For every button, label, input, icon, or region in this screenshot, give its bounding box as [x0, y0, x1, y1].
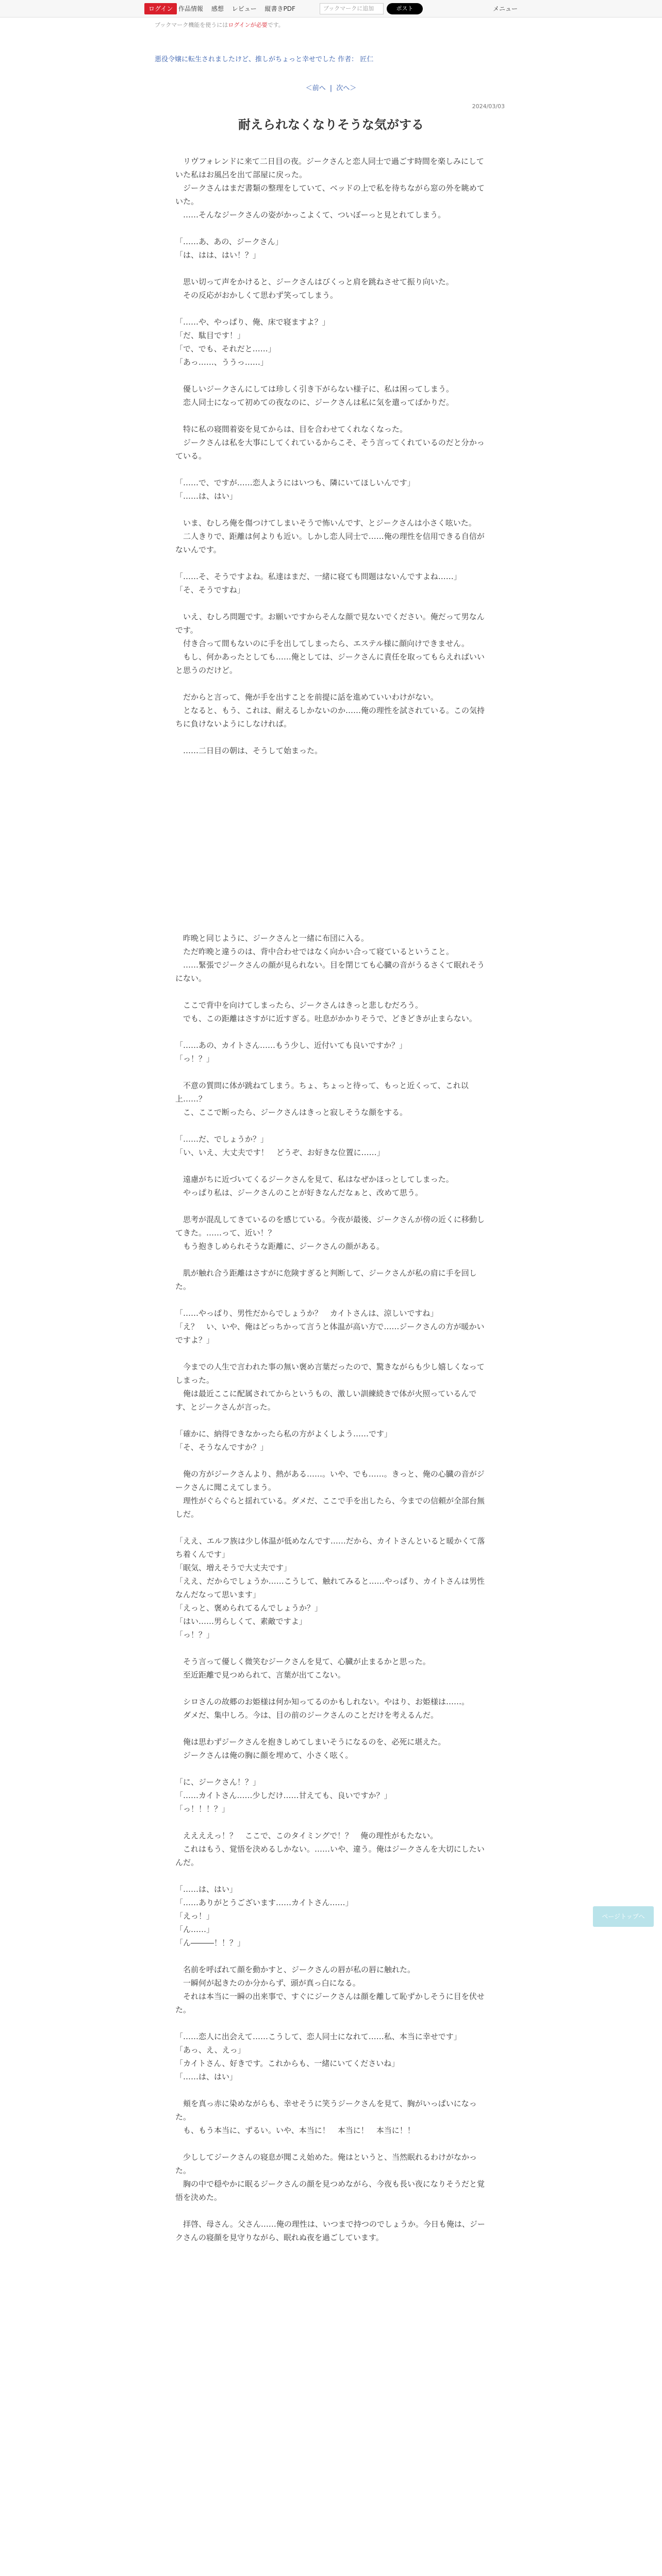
series-line [155, 54, 373, 63]
nav-review[interactable]: レビュー [231, 5, 257, 12]
body-paragraph: 不意の質問に体が跳ねてしまう。ちょ、ちょっと待って、もっと近くって、これ以上……？ [175, 1081, 469, 1104]
body-paragraph: 「そ、そうですね」 [175, 585, 245, 595]
header-inner [144, 3, 518, 14]
body-paragraph: 「……は、はい」 [175, 492, 238, 501]
body-paragraph [175, 262, 490, 275]
body-paragraph [175, 811, 490, 824]
nav-impressions[interactable]: 感想 [211, 5, 224, 12]
body-paragraph [175, 878, 490, 891]
body-paragraph: 特に私の寝間着姿を見てからは、目を合わせてくれなくなった。 [175, 425, 408, 434]
body-paragraph [175, 2137, 490, 2150]
body-paragraph: 一瞬何が起きたのか分からず、頭が真っ白になる。 [175, 1978, 360, 1988]
body-paragraph [175, 851, 490, 865]
body-paragraph: だからと言って、俺が手を出すことを前提に話を進めていいわけがない。 [175, 692, 438, 702]
episode-title: 耐えられなくなりそうな気がする [238, 117, 424, 132]
body-paragraph [175, 1414, 490, 1427]
body-paragraph: 「……や、やっぱり、俺、床で寝ますよ？」 [175, 317, 330, 327]
body-paragraph [175, 1065, 490, 1079]
body-paragraph: 思考が混乱してきているのを感じている。今夜が最後、ジークさんが傍の近くに移動してきた。……って、近い！？ [175, 1215, 485, 1238]
x-post-button[interactable]: ポスト [387, 3, 423, 14]
body-paragraph: 思い切って声をかけると、ジークさんはびくっと肩を跳ねさせて振り向いた。 [175, 277, 454, 286]
body-paragraph: 二人きりで、距離は何よりも近い。しかし恋人同士で……俺の理性を信用できる自信がないんです。 [175, 532, 485, 554]
body-paragraph [175, 1682, 490, 1695]
author-link[interactable]: 匠仁 [360, 56, 374, 63]
body-paragraph: リヴフォレンドに来て二日目の夜。ジークさんと恋人同士で過ごす時間を楽しみにしていた私はお風呂を出て部屋に戻った。 [175, 157, 484, 179]
nav-pdf[interactable]: 縦書きPDF [264, 5, 295, 12]
body-paragraph: 「……やっぱり、男性だからでしょうか？ カイトさんは、涼しいですね」 [175, 1309, 438, 1318]
notice-login-link[interactable]: ログインが必要 [228, 22, 268, 28]
body-paragraph [175, 1293, 490, 1307]
pager-top [0, 82, 662, 92]
body-paragraph [175, 985, 490, 998]
body-paragraph: 「で、でも、それだと……」 [175, 344, 276, 353]
body-paragraph: 俺は最近ここに配属されてからというもの、激しい訓練続きで体が火照っているんです、とジークさんが言った。 [175, 1389, 477, 1412]
body-paragraph [175, 1641, 490, 1655]
body-paragraph: 「眠気、増えそうで大丈夫です」 [175, 1563, 292, 1572]
body-paragraph: 「……で、ですが……恋人ようにはいつも、隣にいてほしいんです」 [175, 478, 415, 487]
body-paragraph [175, 1199, 490, 1213]
header-bookmark-button[interactable]: ブックマークに追加 [320, 3, 384, 14]
body-paragraph: もう抱きしめられそうな距離に、ジークさんの顔がある。 [175, 1242, 385, 1251]
body-paragraph: やっぱり私は、ジークさんのことが好きなんだなぁと、改めて思う。 [175, 1188, 423, 1197]
body-paragraph: ええええっ！？ ここで、このタイミングで！？ 俺の理性がもたない。 [175, 1831, 438, 1840]
body-paragraph [175, 463, 490, 476]
author-label: 作者： [338, 56, 358, 63]
body-paragraph [175, 838, 490, 851]
body-paragraph: 「っ！？」 [175, 1630, 214, 1639]
body-paragraph: 優しいジークさんにしては珍しく引き下がらない様子に、私は困ってしまう。 [175, 384, 454, 394]
body-paragraph [175, 798, 490, 811]
body-paragraph: ……そんなジークさんの姿がかっこよくて、ついぼーっと見とれてしまう。 [175, 210, 446, 219]
body-paragraph: 「い、いえ、大丈夫です！ どうぞ、お好きな位置に……」 [175, 1148, 385, 1157]
login-button[interactable]: ログイン [144, 3, 177, 14]
body-paragraph: 「ん……」 [175, 1925, 214, 1934]
body-paragraph [175, 2204, 490, 2217]
series-title-link[interactable]: 悪役令嬢に転生されましたけど、推しがちょっと幸せでした [155, 56, 336, 63]
body-paragraph [175, 757, 490, 771]
prev-link[interactable]: ＜前へ [305, 84, 326, 92]
body-paragraph: 「え？ い、いや、俺はどっちかって言うと体温が高い方で……ジークさんの方が暖かいですよ？」 [175, 1322, 485, 1345]
body-paragraph: 「っ！？」 [175, 1054, 214, 1063]
body-paragraph: 「……ありがとうございます……カイトさん……」 [175, 1898, 353, 1907]
top-header [0, 0, 662, 18]
body-paragraph [175, 731, 490, 744]
body-paragraph: 「……あ、あの、ジークさん」 [175, 237, 283, 246]
body-paragraph [175, 409, 490, 422]
body-paragraph: 理性がぐらぐらと揺れている。ダメだ、ここで手を出したら、今までの信頼が全部台無しだ。 [175, 1496, 485, 1519]
body-paragraph: 「ええ、エルフ族は少し体温が低めなんです……だから、カイトさんといると暖かくて落ち着くんです」 [175, 1536, 485, 1559]
body-paragraph [175, 784, 490, 798]
header-nav [178, 3, 302, 14]
body-paragraph [175, 369, 490, 382]
notice-suffix: です。 [267, 22, 284, 28]
body-paragraph: 「あっ、え、えっ」 [175, 2045, 245, 2055]
body-paragraph: 「……カイトさん……少しだけ……甘えても、良いですか？」 [175, 1791, 392, 1800]
body-paragraph: こ、ここで断ったら、ジークさんはきっと寂しそうな顔をする。 [175, 1108, 408, 1117]
body-paragraph [175, 677, 490, 690]
body-paragraph [175, 1119, 490, 1132]
body-paragraph: 「えっと、褒められてるんでしょうか？」 [175, 1603, 323, 1613]
body-paragraph: 「に、ジークさん！？」 [175, 1777, 261, 1787]
body-paragraph [175, 1253, 490, 1266]
body-paragraph [175, 222, 490, 235]
body-paragraph: 「は、はは、はい！？」 [175, 250, 261, 260]
body-paragraph: いえ、むしろ問題です。お願いですからそんな顔で見ないでください。俺だって男なんです。 [175, 612, 485, 635]
body-paragraph: 「っ！！！？」 [175, 1804, 230, 1814]
body-paragraph [175, 824, 490, 838]
body-paragraph: 「……あの、カイトさん……もう少し、近付いても良いですか？」 [175, 1041, 407, 1050]
body-paragraph [175, 865, 490, 878]
body-paragraph: 俺の方がジークさんより、熱がある……。いや、でも……。きっと、俺の心臓の音がジークさんに聞こえてしまう。 [175, 1469, 485, 1492]
body-paragraph [175, 597, 490, 610]
body-paragraph: 付き合って間もないのに手を出してしまったら、エステル様に顔向けできません。 [175, 639, 469, 648]
episode-date: 2024/03/03 [472, 103, 505, 110]
body-paragraph [175, 1869, 490, 1883]
body-paragraph [175, 1454, 490, 1467]
body-paragraph: 「カイトさん、好きです。これからも、一緒にいてくださいね」 [175, 2059, 400, 2068]
body-paragraph: 「ええ、だからでしょうか……こうして、触れてみると……やっぱり、カイトさんは男性なんだなって思います」 [175, 1577, 485, 1599]
body-paragraph [175, 1816, 490, 1829]
body-paragraph: 遠慮がちに近づいてくるジークさんを見て、私はなぜかほっとしてしまった。 [175, 1175, 454, 1184]
body-paragraph: 「あっ……、ううっ……」 [175, 358, 268, 367]
body-paragraph: 名前を呼ばれて顔を動かすと、ジークさんの唇が私の唇に触れた。 [175, 1965, 416, 1974]
body-paragraph [175, 2016, 490, 2030]
body-paragraph: も、もう本当に、ずるい。いや、本当に！ 本当に！ 本当に！！ [175, 2126, 415, 2135]
body-paragraph: でも、この距離はさすがに近すぎる。吐息がかかりそうで、どきどきが止まらない。 [175, 1014, 477, 1023]
body-paragraph [175, 2083, 490, 2097]
body-paragraph: 胸の中で穏やかに眠るジークさんの顔を見つめながら、今夜も長い夜になりそうだと覚悟を決めた。 [175, 2179, 485, 2202]
body-paragraph: 少ししてジークさんの寝息が聞こえ始めた。俺はというと、当然眠れるわけがなかった。 [175, 2153, 477, 2175]
body-paragraph: 「……恋人に出会えて……こうして、恋人同士になれて……私、本当に幸せです」 [175, 2032, 461, 2041]
body-paragraph: それは本当に一瞬の出来事で、すぐにジークさんは顔を離して恥ずかしそうに目を伏せた。 [175, 1992, 485, 2014]
body-paragraph: 「……は、はい」 [175, 1885, 238, 1894]
body-paragraph: シロさんの故郷のお姫様は何か知ってるのかもしれない。やはり、お姫様は……。 [175, 1697, 470, 1706]
body-paragraph [175, 556, 490, 570]
body-paragraph: ダメだ、集中しろ。今は、目の前のジークさんのことだけを考えるんだ。 [175, 1710, 439, 1720]
body-paragraph [175, 503, 490, 516]
body-paragraph: 「だ、駄目です！」 [175, 331, 245, 340]
pager-divider: | [329, 84, 333, 92]
page-top-button[interactable]: ページトップへ [593, 1906, 654, 1927]
body-paragraph: ただ昨晩と違うのは、背中合わせではなく向かい合って寝ているということ。 [175, 947, 454, 956]
body-paragraph: もし、何かあったとしても……俺としては、ジークさんに責任を取ってもらえればいいと思うのだけど。 [175, 652, 485, 675]
body-paragraph [175, 1159, 490, 1173]
body-paragraph: 今までの人生で言われた事の無い褒め言葉だったので、驚きながらも少し嬉しくなってしまった。 [175, 1362, 485, 1385]
notice-prefix: ブックマーク機能を使うには [155, 22, 228, 28]
body-paragraph [175, 1722, 490, 1735]
body-paragraph: 「そ、そうなんですか？」 [175, 1443, 268, 1452]
body-paragraph: 「はい……男らしくて、素敵ですよ」 [175, 1617, 307, 1626]
body-paragraph: そう言って優しく微笑むジークさんを見て、心臓が止まるかと思った。 [175, 1657, 431, 1666]
body-paragraph: これはもう、覚悟を決めるしかない。……いや、違う。俺はジークさんを大切にしたいんだ。 [175, 1844, 485, 1867]
bookmark-notice [155, 21, 284, 29]
body-paragraph: ジークさんは私を大事にしてくれているからこそ、そう言ってくれているのだと分かっている。 [175, 438, 485, 461]
body-paragraph [175, 918, 490, 931]
body-paragraph: 「……そ、そうですよね。私達はまだ、一緒に寝ても問題はないんですよね……」 [175, 572, 461, 581]
body-paragraph: 「えっ！」 [175, 1911, 214, 1921]
body-paragraph: 「……は、はい」 [175, 2072, 238, 2081]
body-paragraph: ……二日目の朝は、そうして始まった。 [175, 746, 323, 755]
body-paragraph: ジークさんは俺の胸に顔を埋めて、小さく呟く。 [175, 1751, 353, 1760]
body-paragraph: 至近距離で見つめられて、言葉が出てこない。 [175, 1670, 345, 1680]
body-paragraph: 「……だ、でしょうか？」 [175, 1134, 269, 1144]
menu-button[interactable]: メニュー [492, 5, 518, 12]
body-paragraph: 拝啓、母さん。父さん……俺の理性は、いつまで持つのでしょうか。今日も俺は、ジークさんの寝顔を見守りながら、眠れぬ夜を過ごしています。 [175, 2219, 485, 2242]
next-link[interactable]: 次へ＞ [336, 84, 357, 92]
body-paragraph [175, 1025, 490, 1039]
body-paragraph: いま、むしろ俺を傷つけてしまいそうで怖いんです、とジークさんは小さく呟いた。 [175, 518, 476, 528]
body-paragraph: 昨晩と同じように、ジークさんと一緒に布団に入る。 [175, 934, 369, 943]
body-paragraph: 肌が触れ合う距離はさすがに危険すぎると判断して、ジークさんが私の肩に手を回した。 [175, 1268, 477, 1291]
nav-work-info[interactable]: 作品情報 [178, 5, 204, 12]
body-paragraph: となると、もう、これは、耐えるしかないのか……俺の理性を試されている。この気持ちに負けないようにしなければ。 [175, 706, 485, 728]
body-paragraph [175, 302, 490, 315]
novel-body [175, 155, 490, 2244]
body-paragraph [175, 905, 490, 918]
body-paragraph: 恋人同士になって初めての夜なのに、ジークさんは私に気を遣ってばかりだ。 [175, 398, 454, 407]
body-paragraph: 「確かに、納得できなかったら私の方がよくしよう……です」 [175, 1429, 392, 1438]
body-paragraph: ジークさんはまだ書類の整理をしていて、ベッドの上で私を待ちながら窓の外を眺めていた。 [175, 183, 485, 206]
body-paragraph: 頬を真っ赤に染めながらも、幸せそうに笑うジークさんを見て、胸がいっぱいになった。 [175, 2099, 477, 2122]
body-paragraph: その反応がおかしくて思わず笑ってしまう。 [175, 291, 338, 300]
body-paragraph: ……緊張でジークさんの顔が見られない。目を閉じても心臓の音がうるさくて眠れそうにない。 [175, 960, 485, 983]
body-paragraph: ここで背中を向けてしまったら、ジークさんはきっと悲しむだろう。 [175, 1001, 423, 1010]
body-paragraph [175, 1762, 490, 1775]
body-paragraph [175, 891, 490, 905]
body-paragraph [175, 1347, 490, 1360]
body-paragraph: 「ん―――！！？」 [175, 1938, 245, 1947]
body-paragraph [175, 1521, 490, 1534]
body-paragraph: 俺は思わずジークさんを抱きしめてしまいそうになるのを、必死に堪えた。 [175, 1737, 446, 1747]
body-paragraph [175, 1950, 490, 1963]
body-paragraph [175, 771, 490, 784]
